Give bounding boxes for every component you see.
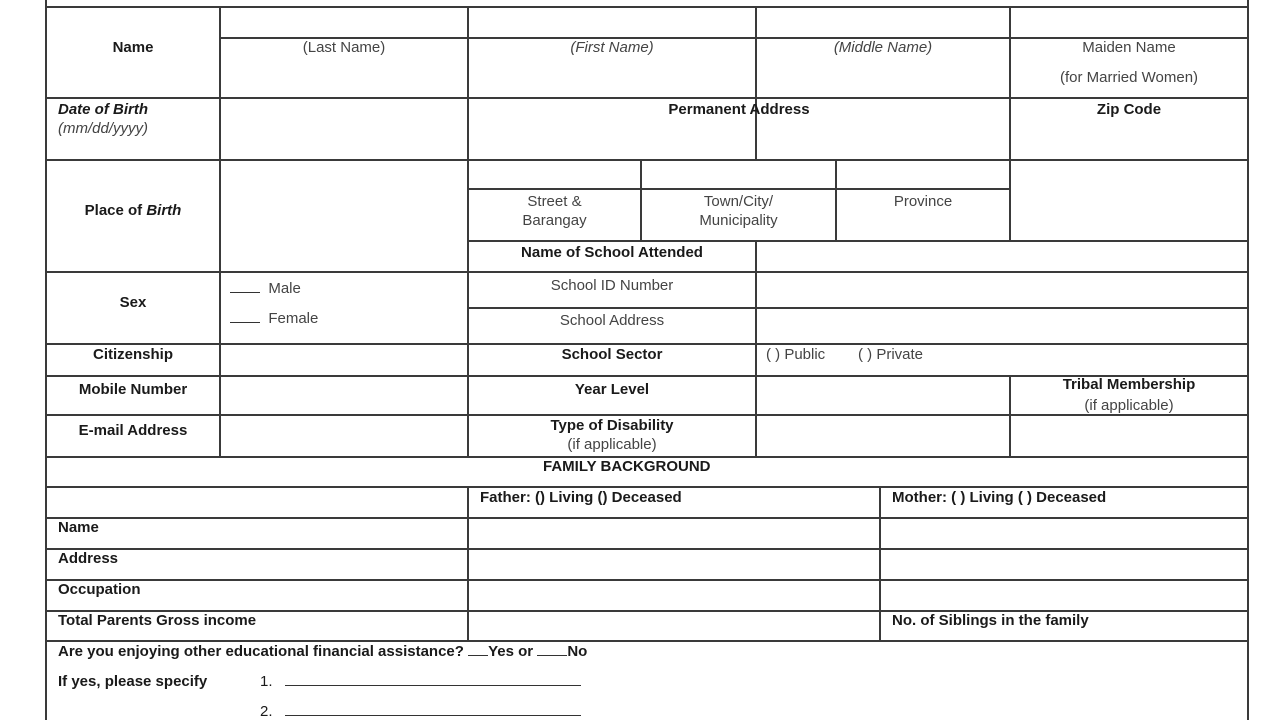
school-sector-label: School Sector xyxy=(561,346,663,363)
male-option[interactable] xyxy=(230,279,301,298)
town-label: Town/City/ xyxy=(703,193,774,210)
citizenship-label: Citizenship xyxy=(92,346,173,363)
dob-format: (mm/dd/yyyy) xyxy=(58,120,148,137)
disability-label: Type of Disability xyxy=(550,417,674,434)
street-label: Street & xyxy=(527,193,582,210)
no-label: No xyxy=(567,643,588,660)
barangay-label: Barangay xyxy=(522,212,587,229)
municipality-label: Municipality xyxy=(699,212,778,229)
specify-item-1[interactable] xyxy=(260,672,581,691)
email-label: E-mail Address xyxy=(78,422,188,439)
school-id-label: School ID Number xyxy=(550,277,674,294)
specify-label: If yes, please specify xyxy=(58,673,208,690)
divider xyxy=(46,97,1249,99)
first-name-field[interactable]: (First Name) xyxy=(570,39,654,56)
divider xyxy=(468,307,1249,309)
parent-name-label: Name xyxy=(58,519,99,536)
divider xyxy=(46,579,1249,581)
family-background-title: FAMILY BACKGROUND xyxy=(543,458,711,475)
father-status[interactable]: Father: () Living () Deceased xyxy=(480,489,682,506)
siblings-label: No. of Siblings in the family xyxy=(892,612,1089,629)
dob-label: Date of Birth xyxy=(58,101,148,118)
divider xyxy=(46,271,1249,273)
mother-status[interactable]: Mother: ( ) Living ( ) Deceased xyxy=(892,489,1107,506)
last-name-field[interactable]: (Last Name) xyxy=(302,39,386,56)
tribal-note: (if applicable) xyxy=(1084,397,1174,414)
private-option[interactable]: ( ) Private xyxy=(858,346,924,363)
parent-address-label: Address xyxy=(58,550,119,567)
divider xyxy=(46,548,1249,550)
assistance-question-text: Are you enjoying other educational financial assistance? xyxy=(58,643,469,660)
tribal-label: Tribal Membership xyxy=(1062,376,1196,393)
female-option[interactable] xyxy=(230,309,318,328)
parent-occupation-label: Occupation xyxy=(58,581,141,598)
divider xyxy=(468,240,1249,242)
no-blank[interactable] xyxy=(537,655,567,656)
year-level-label: Year Level xyxy=(574,381,650,398)
item-number: 2. xyxy=(260,703,273,720)
disability-note: (if applicable) xyxy=(567,436,657,453)
mobile-label: Mobile Number xyxy=(78,381,188,398)
female-label: Female xyxy=(268,310,319,327)
divider xyxy=(46,159,1249,161)
yes-blank[interactable] xyxy=(468,655,488,656)
place-of-birth-text: Birth xyxy=(146,202,182,219)
public-option[interactable]: ( ) Public xyxy=(766,346,826,363)
divider xyxy=(467,486,469,641)
item-number: 1. xyxy=(260,673,273,690)
divider xyxy=(879,486,881,641)
sex-label: Sex xyxy=(119,294,147,311)
specify-item-2[interactable] xyxy=(260,702,581,721)
gross-income-label: Total Parents Gross income xyxy=(58,612,257,629)
province-label: Province xyxy=(893,193,953,210)
male-label: Male xyxy=(268,280,301,297)
divider xyxy=(468,188,1010,190)
yes-label: Yes or xyxy=(488,643,538,660)
divider xyxy=(46,6,1249,8)
middle-name-field[interactable]: (Middle Name) xyxy=(833,39,933,56)
zip-code-label: Zip Code xyxy=(1096,101,1162,118)
name-label: Name xyxy=(112,39,154,56)
school-address-label: School Address xyxy=(559,312,665,329)
maiden-name-note: (for Married Women) xyxy=(1059,69,1199,86)
place-of-birth-text: Place of xyxy=(84,202,147,219)
assistance-question xyxy=(58,642,587,661)
divider xyxy=(46,517,1249,519)
maiden-name-field[interactable]: Maiden Name xyxy=(1082,39,1176,56)
divider xyxy=(755,6,757,160)
school-name-label: Name of School Attended xyxy=(521,244,703,261)
permanent-address-label: Permanent Address xyxy=(668,101,810,118)
place-of-birth-label xyxy=(46,201,220,220)
